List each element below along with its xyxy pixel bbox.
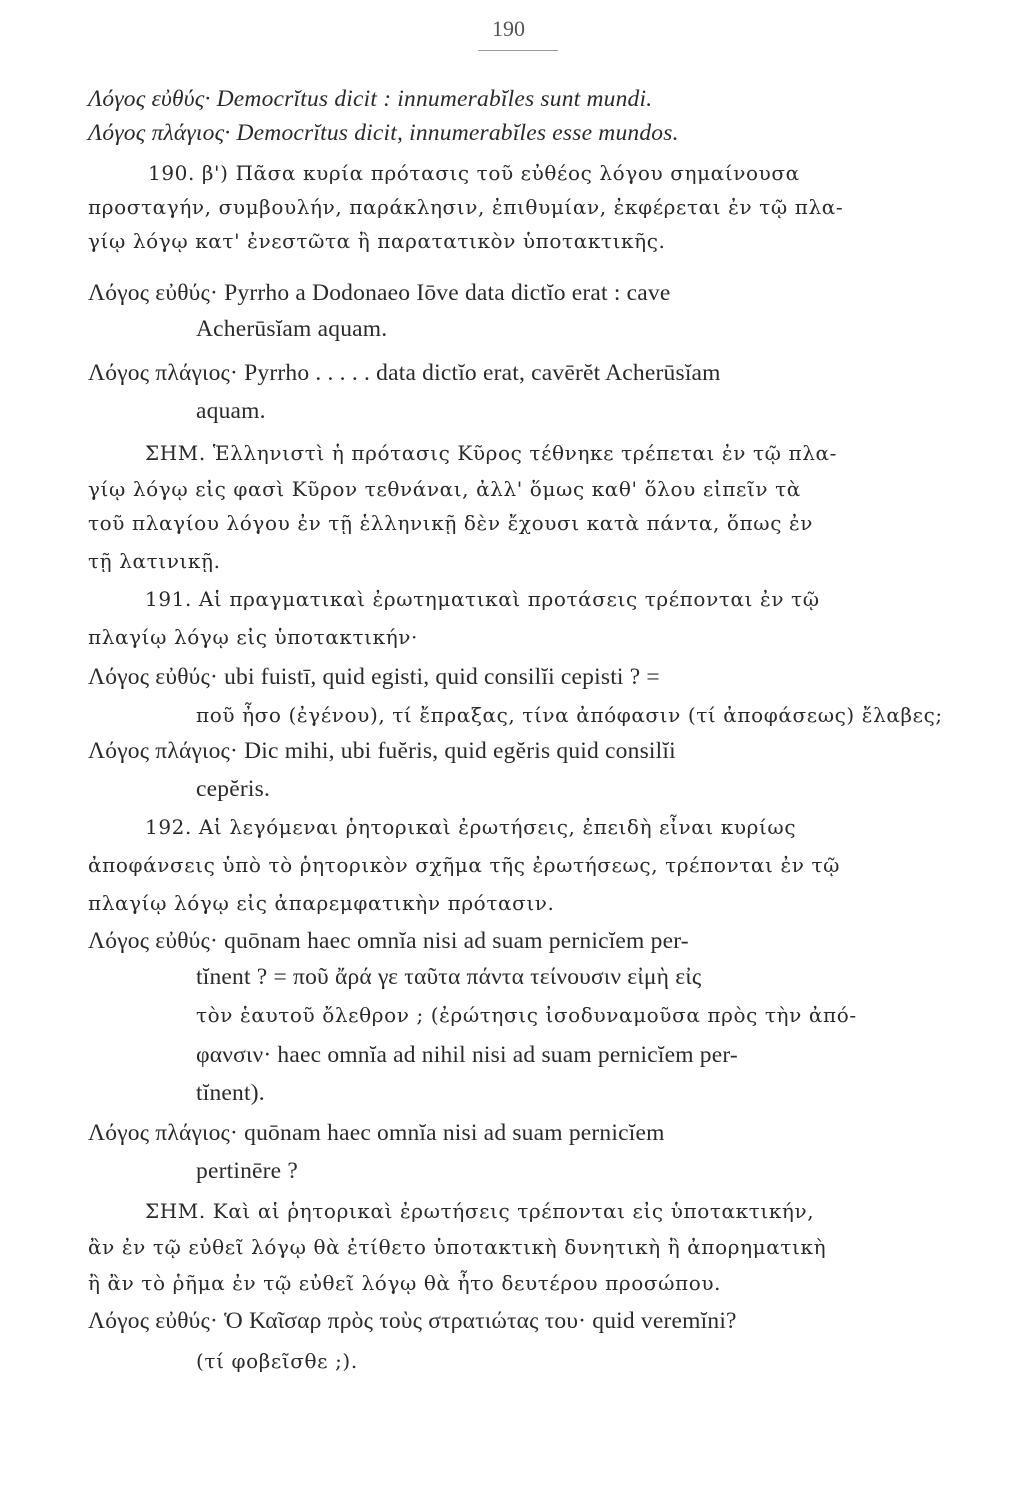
text-line: γίῳ λόγῳ εἰς φασὶ Κῦρον τεθνάναι, ἀλλ' ὅμως καθ' ὅλου εἰπεῖν τὰ — [88, 477, 801, 501]
text-line: tĭnent ? = ποῦ ἄρά γε ταῦτα πάντα τείνουσιν εἰμὴ εἰς — [196, 964, 702, 990]
text-line: φανσιν· haec omnĭa ad nihil nisi ad suam pernicĭem per- — [196, 1042, 738, 1068]
text-line: Acherūsĭam aquam. — [196, 316, 388, 342]
text-line: τὸν ἑαυτοῦ ὄλεθρον ; (ἐρώτησις ἰσοδυναμοῦσα πρὸς τὴν ἀπό- — [196, 1003, 857, 1027]
text-line: ἢ ἂν τὸ ῥῆμα ἐν τῷ εὐθεῖ λόγῳ θὰ ἦτο δευτέρου προσώπου. — [88, 1271, 722, 1295]
text-line: ποῦ ἦσο (ἐγένου), τί ἔπραξας, τίνα ἀπόφασιν (τί ἀποφάσεως) ἔλαβες; — [196, 703, 943, 727]
text-line: ΣΗΜ. Καὶ αἱ ῥητορικαὶ ἐρωτήσεις τρέπονται εἰς ὑποτακτικήν, — [145, 1199, 815, 1223]
text-line: Λόγος εὐθύς· Pyrrho a Dodonaeo Iōve data dictĭo erat : cave — [88, 280, 671, 306]
text-line: γίῳ λόγῳ κατ' ἐνεστῶτα ἢ παρατατικὸν ὑποτακτικῆς. — [88, 229, 666, 253]
text-line: Λόγος πλάγιος· Democrĭtus dicit, innumerabĭles esse mundos. — [88, 120, 679, 146]
text-line: pertinēre ? — [196, 1158, 299, 1184]
text-line: Λόγος εὐθύς· quōnam haec omnĭa nisi ad suam pernicĭem per- — [88, 928, 689, 954]
text-line: (τί φοβεῖσθε ;). — [196, 1349, 358, 1373]
text-line: 190. β') Πᾶσα κυρία πρότασις τοῦ εὐθέος λόγου σημαίνουσα — [148, 161, 800, 185]
text-line: Λόγος πλάγιος· quōnam haec omnĭa nisi ad suam pernicĭem — [88, 1120, 665, 1146]
text-line: 191. Αἱ πραγματικαὶ ἐρωτηματικαὶ προτάσεις τρέπονται ἐν τῷ — [145, 587, 820, 611]
text-line: cepĕris. — [196, 776, 271, 802]
text-line: Λόγος εὐθύς· Democrĭtus dicit : innumerabĭles sunt mundi. — [88, 86, 653, 112]
text-line: ΣΗΜ. Ἑλληνιστὶ ἡ πρότασις Κῦρος τέθνηκε τρέπεται ἐν τῷ πλα- — [145, 441, 837, 465]
text-line: Λόγος εὐθύς· Ὁ Καῖσαρ πρὸς τοὺς στρατιώτας του· quid veremĭni? — [88, 1308, 737, 1334]
text-line: πλαγίῳ λόγῳ εἰς ἀπαρεμφατικὴν πρότασιν. — [88, 891, 555, 915]
text-line: τῇ λατινικῇ. — [88, 549, 221, 573]
text-line: tĭnent). — [196, 1080, 265, 1106]
text-line: Λόγος πλάγιος· Dic mihi, ubi fuĕris, quid egĕris quid consilĭi — [88, 738, 676, 764]
text-line: aquam. — [196, 398, 266, 424]
text-line: Λόγος πλάγιος· Pyrrho . . . . . data dictĭo erat, cavērĕt Acherūsĭam — [88, 360, 721, 386]
header-rule — [478, 50, 558, 51]
text-line: Λόγος εὐθύς· ubi fuistī, quid egisti, quid consilĭi cepisti ? = — [88, 664, 660, 690]
text-line: προσταγήν, συμβουλήν, παράκλησιν, ἐπιθυμίαν, ἐκφέρεται ἐν τῷ πλα- — [88, 195, 844, 219]
page-number: 190 — [492, 16, 525, 41]
text-line: 192. Αἱ λεγόμεναι ῥητορικαὶ ἐρωτήσεις, ἐπειδὴ εἶναι κυρίως — [145, 815, 797, 839]
text-line: ἀποφάνσεις ὑπὸ τὸ ῥητορικὸν σχῆμα τῆς ἐρωτήσεως, τρέπονται ἐν τῷ — [88, 853, 841, 877]
text-line: ἂν ἐν τῷ εὐθεῖ λόγῳ θὰ ἐτίθετο ὑποτακτικὴ δυνητικὴ ἢ ἀπορηματικὴ — [88, 1235, 827, 1259]
text-line: τοῦ πλαγίου λόγου ἐν τῇ ἑλληνικῇ δὲν ἔχουσι κατὰ πάντα, ὅπως ἐν — [88, 511, 814, 535]
text-line: πλαγίῳ λόγῳ εἰς ὑποτακτικήν· — [88, 625, 419, 649]
